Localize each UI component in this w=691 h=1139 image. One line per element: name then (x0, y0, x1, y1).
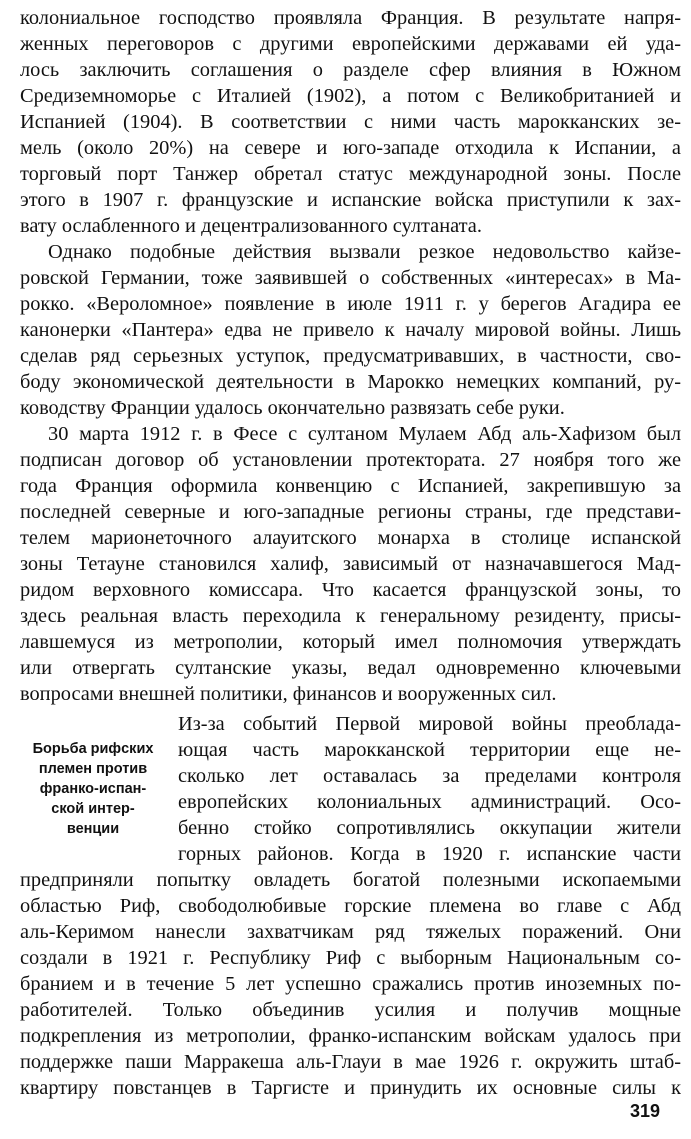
text-line: Средиземноморье с Италией (1902), а потом с Великобританией и (20, 85, 681, 107)
text-line: вопросами внешней политики, финансов и вооруженных сил. (20, 683, 557, 705)
section-heading (18, 739, 168, 839)
text-line: зоны Тетауне становился халиф, зависимый от назначавшегося Мад- (20, 553, 681, 575)
section-heading-line: племен против (38, 761, 148, 777)
text-line: ководству Франции удалось окончательно развязать себе руки. (20, 397, 565, 419)
text-line: телем марионеточного алауитского монарха в столице испанской (20, 527, 681, 549)
text-line: Однако подобные действия вызвали резкое недовольство кайзе- (48, 241, 681, 263)
page-number: 319 (629, 1101, 660, 1121)
text-line: или отвергать султанские указы, ведал одновременно ключевыми (20, 657, 681, 679)
text-line: предприняли попытку овладеть богатой полезными ископаемыми (20, 869, 681, 891)
text-line: торговый порт Танжер обретал статус международной зоны. После (20, 163, 681, 185)
text-line: сделав ряд серьезных уступок, предусматривавших, в частности, сво- (20, 345, 681, 367)
text-line: бенно стойко сопротивлялись оккупации жители (178, 817, 681, 839)
text-line: квартиру повстанцев в Таргисте и принудить их основные силы к (20, 1077, 681, 1099)
text-line: аль-Керимом нанесли захватчикам ряд тяжелых поражений. Они (20, 921, 681, 943)
section-heading-line: ской интер- (51, 801, 135, 817)
text-line: года Франция оформила конвенцию с Испанией, закрепившую за (20, 475, 681, 497)
text-line: рокко. «Вероломное» появление в июле 1911 г. у берегов Агадира ее (20, 293, 681, 315)
text-line: 30 марта 1912 г. в Фесе с султаном Мулаем Абд аль-Хафизом был (48, 423, 681, 445)
text-line: канонерки «Пантера» едва не привело к началу мировой войны. Лишь (20, 319, 681, 341)
section-heading-line: франко-испан- (39, 781, 147, 797)
text-line: ющая часть марокканской территории еще не- (178, 739, 681, 761)
text-line: лавшемуся из метрополии, который имел полномочия утверждать (20, 631, 681, 653)
text-line: поддержке паши Марракеша аль-Глауи в мае 1926 г. окружить штаб- (20, 1051, 681, 1073)
text-line: европейских колониальных администраций. Осо- (178, 791, 681, 813)
text-line: Из-за событий Первой мировой войны преоблада- (178, 713, 681, 735)
text-line: лось заключить соглашения о разделе сфер влияния в Южном (20, 59, 681, 81)
text-line: ровской Германии, тоже заявившей о собственных «интересах» в Ма- (20, 267, 681, 289)
text-line: здесь реальная власть переходила к генеральному резиденту, присы- (20, 605, 681, 627)
text-line: сколько лет оставалась за пределами контроля (178, 765, 681, 787)
section-heading-line: венции (66, 821, 120, 837)
text-line: колониальное господство проявляла Франция. В результате напря- (20, 7, 681, 29)
text-line: горных районов. Когда в 1920 г. испанские части (178, 843, 681, 865)
text-line: последней северные и юго-западные регионы страны, где представи- (20, 501, 681, 523)
text-line: женных переговоров с другими европейскими державами ей уда- (20, 33, 681, 55)
section-heading-line: Борьба рифских (32, 741, 154, 757)
text-line: Испанией (1904). В соответствии с ними часть марокканских зе- (20, 111, 681, 133)
text-line: этого в 1907 г. французские и испанские войска приступили к зах- (20, 189, 681, 211)
text-line: мель (около 20%) на севере и юго-западе отходила к Испании, а (20, 137, 681, 159)
text-line: вату ослабленного и децентрализованного султаната. (20, 215, 482, 237)
text-line: областью Риф, свободолюбивые горские племена во главе с Абд (20, 895, 681, 917)
text-line: подкрепления из метрополии, франко-испанским войскам удалось при (20, 1025, 681, 1047)
text-line: ридом верховного комиссара. Что касается французской зоны, то (20, 579, 681, 601)
text-line: создали в 1921 г. Республику Риф с выборным Национальным со- (20, 947, 681, 969)
text-line: работителей. Только объединив усилия и получив мощные (20, 999, 681, 1021)
text-line: боду экономической деятельности в Марокко немецких компаний, ру- (20, 371, 681, 393)
text-line: бранием и в течение 5 лет успешно сражались против иноземных по- (20, 973, 681, 995)
text-line: подписан договор об установлении протектората. 27 ноября того же (20, 449, 681, 471)
